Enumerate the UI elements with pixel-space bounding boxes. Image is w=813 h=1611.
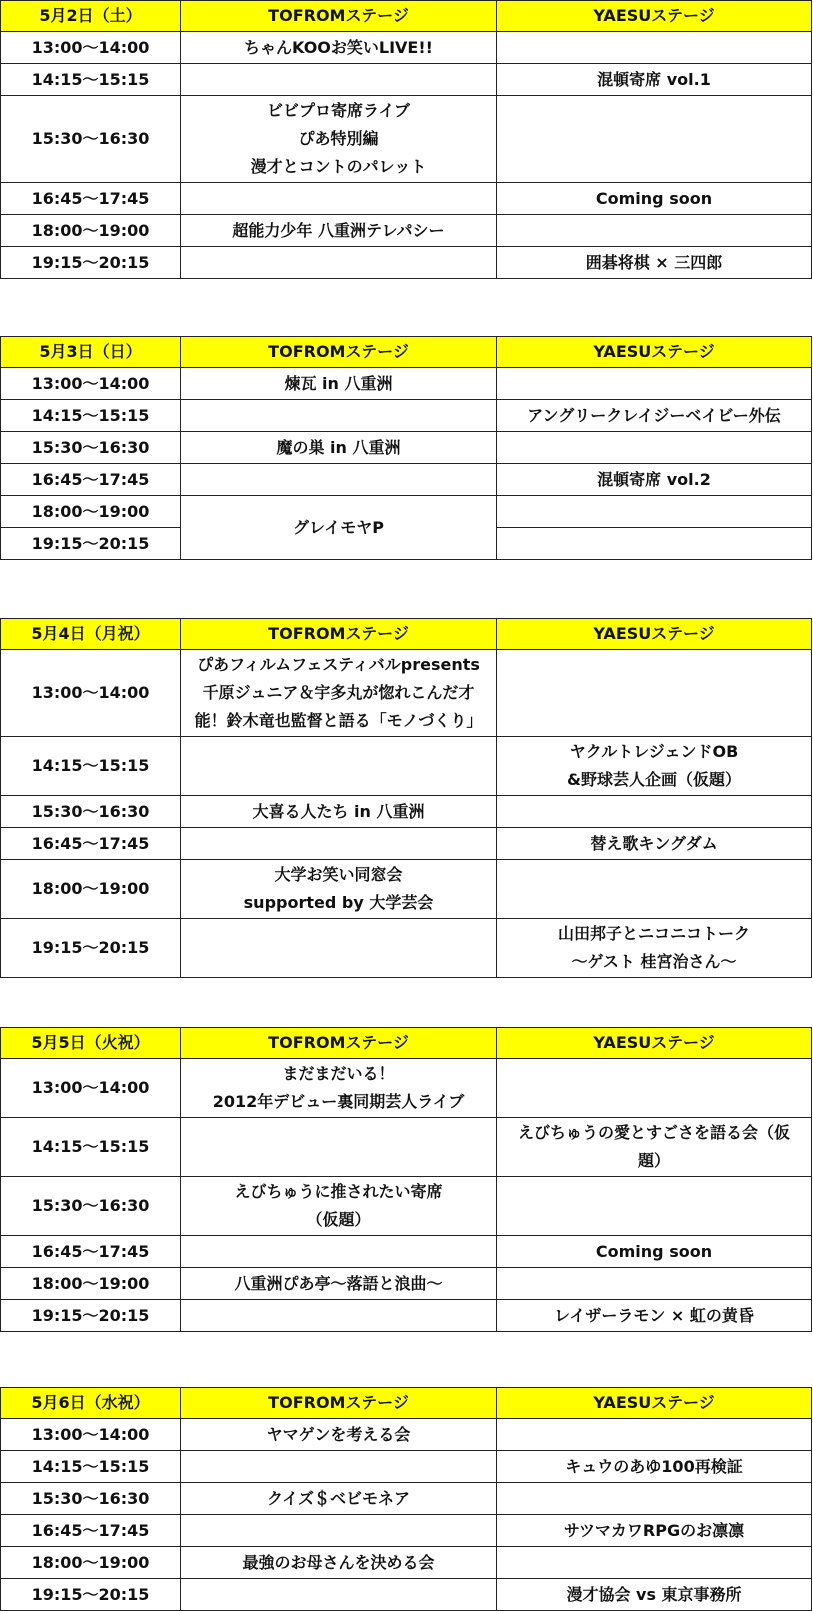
time-slot-text: 14:15〜15:15 [31, 756, 150, 775]
yaesu-event [497, 64, 812, 96]
tofrom-event-text: ヤマゲンを考える会 [266, 1424, 411, 1444]
tofrom-event [181, 400, 497, 432]
tofrom-event [181, 1579, 497, 1611]
tofrom-stage-header [181, 1, 497, 32]
table-row [1, 32, 812, 64]
table-row [1, 1236, 812, 1268]
yaesu-event-text: 漫才協会 vs 東京事務所 [566, 1584, 742, 1604]
tofrom-event [181, 247, 497, 279]
date-header-text: 5月6日（水祝） [31, 1393, 150, 1412]
time-slot-text: 19:15〜20:15 [31, 252, 150, 272]
tofrom-event [181, 215, 497, 247]
time-slot-text: 13:00〜14:00 [31, 373, 150, 393]
table-row [1, 247, 812, 279]
time-slot-text: 14:15〜15:15 [31, 405, 150, 425]
time-slot [1, 528, 181, 560]
yaesu-event [497, 1483, 812, 1515]
time-slot-text: 13:00〜14:00 [31, 1424, 150, 1444]
tofrom-event-text: ぴあ特別編 [298, 129, 379, 148]
tofrom-stage-header-text: TOFROMステージ [268, 6, 409, 25]
tofrom-stage-header [181, 1028, 497, 1059]
time-slot-text: 16:45〜17:45 [31, 469, 150, 489]
time-slot [1, 464, 181, 496]
tofrom-event [181, 1300, 497, 1332]
day-schedule-table [0, 1387, 812, 1611]
tofrom-stage-header-text: TOFROMステージ [268, 1393, 409, 1412]
date-header-text: 5月2日（土） [39, 6, 142, 25]
time-slot [1, 183, 181, 215]
table-row [1, 1177, 812, 1236]
day-schedule-table [0, 618, 812, 978]
yaesu-event [497, 247, 812, 279]
yaesu-event [497, 496, 812, 528]
time-slot [1, 1451, 181, 1483]
time-slot-text: 15:30〜16:30 [31, 129, 150, 148]
yaesu-event [497, 828, 812, 860]
time-slot [1, 64, 181, 96]
date-header [1, 1028, 181, 1059]
yaesu-event-text: アングリークレイジーベイビー外伝 [527, 405, 781, 425]
time-slot-text: 19:15〜20:15 [31, 1305, 150, 1325]
yaesu-stage-header [497, 1028, 812, 1059]
table-row [1, 96, 812, 183]
tofrom-event-text: 大学お笑い同窓会 [274, 865, 403, 884]
yaesu-stage-header-text: YAESUステージ [593, 342, 715, 361]
yaesu-event-text: 囲碁将棋 × 三四郎 [585, 252, 723, 272]
time-slot [1, 496, 181, 528]
time-slot-text: 16:45〜17:45 [31, 833, 150, 853]
tofrom-event [181, 1515, 497, 1547]
table-header-row [1, 1, 812, 32]
tofrom-event [181, 64, 497, 96]
table-row [1, 1483, 812, 1515]
yaesu-event [497, 1547, 812, 1579]
table-row [1, 1451, 812, 1483]
time-slot [1, 1515, 181, 1547]
time-slot-text: 18:00〜19:00 [31, 879, 150, 898]
time-slot [1, 737, 181, 796]
tofrom-event-text: 魔の巣 in 八重洲 [276, 437, 401, 457]
yaesu-event [497, 1515, 812, 1547]
tofrom-event-text: まだまだいる！ [282, 1064, 395, 1083]
date-header [1, 1, 181, 32]
yaesu-event [497, 737, 812, 796]
yaesu-event-text: 混頓寄席 vol.2 [597, 469, 711, 489]
time-slot-text: 18:00〜19:00 [31, 501, 150, 521]
table-row [1, 1059, 812, 1118]
table-row [1, 1515, 812, 1547]
table-row [1, 215, 812, 247]
time-slot-text: 13:00〜14:00 [31, 683, 150, 702]
tofrom-event [181, 32, 497, 64]
tofrom-stage-header [181, 619, 497, 650]
tofrom-event [181, 828, 497, 860]
yaesu-event [497, 796, 812, 828]
tofrom-event [181, 1059, 497, 1118]
tofrom-event-text: グレイモヤP [293, 517, 384, 537]
time-slot-text: 19:15〜20:15 [31, 938, 150, 957]
yaesu-event [497, 528, 812, 560]
time-slot [1, 96, 181, 183]
time-slot [1, 1547, 181, 1579]
yaesu-event [497, 432, 812, 464]
time-slot [1, 1419, 181, 1451]
yaesu-event-text: 〜ゲスト 桂宮治さん〜 [571, 952, 737, 971]
tofrom-event-text: 大喜る人たち in 八重洲 [252, 801, 425, 821]
yaesu-event [497, 32, 812, 64]
date-header-text: 5月3日（日） [39, 342, 142, 361]
yaesu-stage-header [497, 337, 812, 368]
yaesu-stage-header [497, 619, 812, 650]
tofrom-stage-header-text: TOFROMステージ [268, 624, 409, 643]
yaesu-event [497, 400, 812, 432]
tofrom-event-text: 2012年デビュー裏同期芸人ライブ [212, 1092, 465, 1111]
time-slot-text: 15:30〜16:30 [31, 1488, 150, 1508]
day-schedule-table [0, 1027, 812, 1332]
yaesu-event-text: 山田邦子とニコニコトーク [557, 924, 750, 943]
yaesu-event [497, 1177, 812, 1236]
time-slot-text: 19:15〜20:15 [31, 533, 150, 553]
yaesu-event-text: レイザーラモン × 虹の黄昏 [554, 1305, 754, 1325]
table-row [1, 1547, 812, 1579]
tofrom-event [181, 1419, 497, 1451]
yaesu-event [497, 183, 812, 215]
time-slot [1, 1300, 181, 1332]
tofrom-event [181, 1547, 497, 1579]
yaesu-event [497, 1579, 812, 1611]
yaesu-event-text: &野球芸人企画（仮題） [567, 770, 741, 789]
table-header-row [1, 1388, 812, 1419]
date-header-text: 5月4日（月祝） [31, 624, 150, 643]
tofrom-event-text: 漫才とコントのパレット [250, 157, 427, 176]
tofrom-event-text: 千原ジュニア＆宇多丸が惚れこんだ才 [202, 683, 475, 702]
tofrom-event [181, 1177, 497, 1236]
table-row [1, 1268, 812, 1300]
time-slot [1, 432, 181, 464]
yaesu-event-text: 替え歌キングダム [590, 833, 718, 853]
yaesu-event-text: 題） [637, 1151, 670, 1170]
table-header-row [1, 1028, 812, 1059]
yaesu-stage-header-text: YAESUステージ [593, 624, 715, 643]
table-row [1, 1419, 812, 1451]
time-slot [1, 796, 181, 828]
yaesu-event [497, 1451, 812, 1483]
tofrom-event-text: ちゃんKOOお笑いLIVE!! [244, 37, 433, 57]
table-row [1, 737, 812, 796]
tofrom-event [181, 496, 497, 560]
time-slot-text: 18:00〜19:00 [31, 1552, 150, 1572]
yaesu-event [497, 1236, 812, 1268]
time-slot [1, 368, 181, 400]
tofrom-event-text: 能！鈴木竜也監督と語る「モノづくり」 [194, 711, 483, 730]
tofrom-stage-header [181, 1388, 497, 1419]
time-slot-text: 16:45〜17:45 [31, 1241, 150, 1261]
tofrom-event-text: （仮題） [306, 1210, 371, 1229]
yaesu-stage-header-text: YAESUステージ [593, 1393, 715, 1412]
yaesu-event [497, 215, 812, 247]
yaesu-event-text: Coming soon [595, 1241, 713, 1261]
tofrom-event-text: 最強のお母さんを決める会 [242, 1552, 435, 1572]
yaesu-event [497, 96, 812, 183]
tofrom-event [181, 432, 497, 464]
time-slot-text: 14:15〜15:15 [31, 1137, 150, 1156]
tofrom-event [181, 919, 497, 978]
yaesu-stage-header [497, 1388, 812, 1419]
time-slot [1, 860, 181, 919]
time-slot-text: 15:30〜16:30 [31, 1196, 150, 1215]
table-row [1, 1118, 812, 1177]
tofrom-event-text: 煉瓦 in 八重洲 [284, 373, 393, 393]
tofrom-event [181, 464, 497, 496]
table-row [1, 828, 812, 860]
tofrom-event [181, 796, 497, 828]
tofrom-event [181, 1268, 497, 1300]
table-row [1, 432, 812, 464]
yaesu-event [497, 919, 812, 978]
time-slot-text: 15:30〜16:30 [31, 801, 150, 821]
yaesu-event [497, 368, 812, 400]
tofrom-event-text: ビビプロ寄席ライブ [266, 101, 411, 120]
yaesu-stage-header-text: YAESUステージ [593, 6, 715, 25]
tofrom-stage-header [181, 337, 497, 368]
time-slot [1, 919, 181, 978]
date-header [1, 1388, 181, 1419]
time-slot [1, 1268, 181, 1300]
table-row [1, 796, 812, 828]
table-row [1, 368, 812, 400]
yaesu-event-text: えびちゅうの愛とすごさを語る会（仮 [517, 1123, 790, 1142]
time-slot-text: 15:30〜16:30 [31, 437, 150, 457]
yaesu-event-text: 混頓寄席 vol.1 [597, 69, 711, 89]
time-slot [1, 1483, 181, 1515]
date-header [1, 619, 181, 650]
yaesu-event [497, 1419, 812, 1451]
tofrom-event [181, 1451, 497, 1483]
yaesu-event [497, 464, 812, 496]
time-slot-text: 16:45〜17:45 [31, 188, 150, 208]
yaesu-event [497, 860, 812, 919]
time-slot [1, 1236, 181, 1268]
time-slot [1, 1059, 181, 1118]
table-row [1, 64, 812, 96]
time-slot [1, 32, 181, 64]
time-slot-text: 18:00〜19:00 [31, 220, 150, 240]
time-slot [1, 400, 181, 432]
yaesu-stage-header [497, 1, 812, 32]
table-row [1, 496, 812, 528]
table-row [1, 1579, 812, 1611]
time-slot-text: 13:00〜14:00 [31, 37, 150, 57]
tofrom-event-text: クイズ＄ベビモネア [266, 1488, 411, 1508]
time-slot [1, 1579, 181, 1611]
time-slot [1, 1177, 181, 1236]
time-slot-text: 14:15〜15:15 [31, 1456, 150, 1476]
tofrom-event-text: 八重洲ぴあ亭〜落語と浪曲〜 [234, 1273, 443, 1293]
table-row [1, 1300, 812, 1332]
yaesu-event [497, 1118, 812, 1177]
tofrom-event-text: supported by 大学芸会 [243, 893, 434, 912]
tofrom-event [181, 1118, 497, 1177]
tofrom-event [181, 737, 497, 796]
time-slot [1, 215, 181, 247]
time-slot [1, 247, 181, 279]
date-header-text: 5月5日（火祝） [31, 1033, 150, 1052]
time-slot-text: 13:00〜14:00 [31, 1078, 150, 1097]
table-row [1, 650, 812, 737]
table-row [1, 919, 812, 978]
time-slot-text: 18:00〜19:00 [31, 1273, 150, 1293]
yaesu-event [497, 650, 812, 737]
day-schedule-table [0, 336, 812, 560]
tofrom-event-text: えびちゅうに推されたい寄席 [234, 1182, 443, 1201]
yaesu-stage-header-text: YAESUステージ [593, 1033, 715, 1052]
date-header [1, 337, 181, 368]
time-slot-text: 19:15〜20:15 [31, 1584, 150, 1604]
table-row [1, 183, 812, 215]
tofrom-event [181, 1483, 497, 1515]
table-row [1, 464, 812, 496]
time-slot [1, 1118, 181, 1177]
tofrom-event [181, 96, 497, 183]
table-row [1, 400, 812, 432]
tofrom-event [181, 183, 497, 215]
yaesu-event-text: キュウのあゆ100再検証 [565, 1456, 743, 1476]
tofrom-stage-header-text: TOFROMステージ [268, 1033, 409, 1052]
tofrom-stage-header-text: TOFROMステージ [268, 342, 409, 361]
yaesu-event [497, 1059, 812, 1118]
tofrom-event [181, 650, 497, 737]
yaesu-event [497, 1300, 812, 1332]
time-slot [1, 650, 181, 737]
time-slot [1, 828, 181, 860]
yaesu-event [497, 1268, 812, 1300]
tofrom-event-text: 超能力少年 八重洲テレパシー [232, 220, 445, 240]
time-slot-text: 14:15〜15:15 [31, 69, 150, 89]
table-header-row [1, 619, 812, 650]
tofrom-event [181, 368, 497, 400]
yaesu-event-text: サツマカワRPGのお凛凛 [563, 1520, 745, 1540]
yaesu-event-text: ヤクルトレジェンドOB [569, 742, 739, 761]
tofrom-event [181, 1236, 497, 1268]
tofrom-event [181, 860, 497, 919]
tofrom-event-text: ぴあフィルムフェスティバルpresents [197, 655, 480, 674]
yaesu-event-text: Coming soon [595, 188, 713, 208]
day-schedule-table [0, 0, 812, 279]
table-row [1, 860, 812, 919]
time-slot-text: 16:45〜17:45 [31, 1520, 150, 1540]
table-header-row [1, 337, 812, 368]
